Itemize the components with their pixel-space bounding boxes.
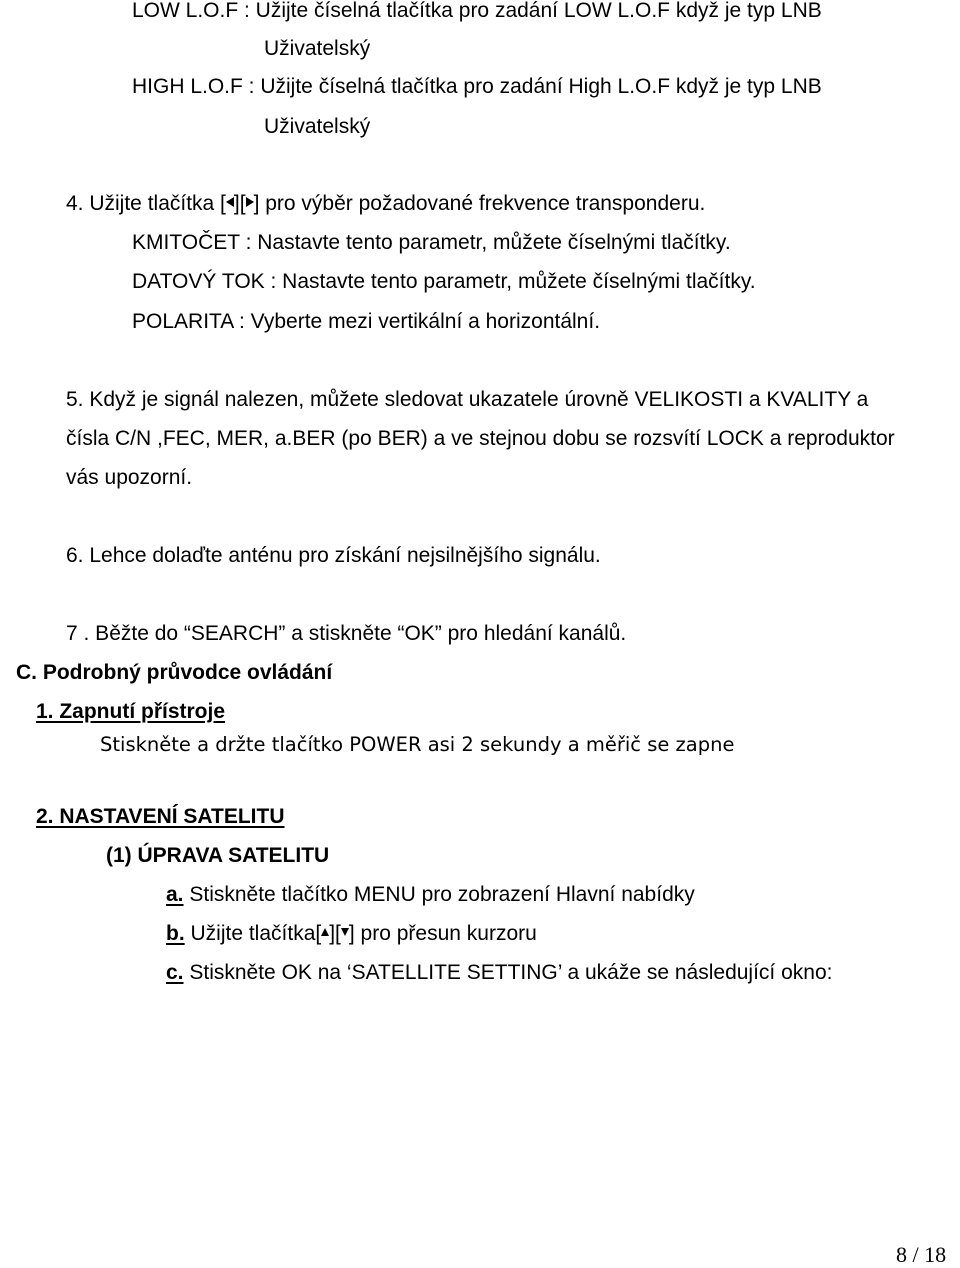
lnb-high-cont: Uživatelský — [264, 115, 371, 138]
item1-text: Stiskněte a držte tlačítko POWER asi 2 sekundy a měřič se zapne — [100, 733, 735, 756]
item2-b-label: b. — [166, 922, 185, 945]
step5-line1: 5. Když je signál nalezen, můžete sledovat ukazatele úrovně VELIKOSTI a KVALITY a — [66, 388, 869, 411]
item2-a-label: a. — [166, 883, 184, 906]
right-arrow-icon — [246, 197, 254, 207]
item2-a-text: Stiskněte tlačítko MENU pro zobrazení Hlavní nabídky — [183, 883, 695, 906]
item2-c-line — [166, 960, 832, 986]
item2-c-label: c. — [166, 961, 184, 984]
step6-line: 6. Lehce dolaďte anténu pro získání nejsilnějšího signálu. — [66, 544, 601, 567]
lnb-high-line: HIGH L.O.F : Užijte číselná tlačítka pro zadání High L.O.F když je typ LNB — [132, 75, 822, 98]
datovy-tok-line: DATOVÝ TOK : Nastavte tento parametr, můžete číselnými tlačítky. — [132, 270, 756, 293]
down-arrow-icon — [341, 928, 349, 936]
step4-text-a: 4. Užijte tlačítka [ — [66, 192, 226, 215]
left-arrow-icon — [226, 197, 234, 207]
lnb-low-line: LOW L.O.F : Užijte číselná tlačítka pro zadání LOW L.O.F když je typ LNB — [132, 0, 822, 22]
step4-line — [66, 191, 705, 217]
page-number: 8 / 18 — [896, 1242, 947, 1267]
section-c-heading: C. Podrobný průvodce ovládání — [16, 661, 333, 684]
lnb-low-cont: Uživatelský — [264, 37, 371, 60]
item1-heading: 1. Zapnutí přístroje — [36, 700, 226, 723]
step5-line3: vás upozorní. — [66, 466, 193, 489]
up-arrow-icon — [321, 928, 329, 936]
item2-b-text-3: ] pro přesun kurzoru — [348, 922, 537, 945]
kmitocet-line: KMITOČET : Nastavte tento parametr, můžete číselnými tlačítky. — [132, 231, 731, 254]
step7-line: 7 . Běžte do “SEARCH” a stiskněte “OK” pro hledání kanálů. — [66, 622, 627, 645]
polarita-line: POLARITA : Vyberte mezi vertikální a horizontální. — [132, 310, 601, 333]
item2-c-text: Stiskněte OK na ‘SATELLITE SETTING’ a ukáže se následující okno: — [183, 961, 833, 984]
item2-heading: 2. NASTAVENÍ SATELITU — [36, 805, 285, 828]
step4-text-b: ][ — [233, 192, 246, 215]
item2-b-text-1: Užijte tlačítka[ — [184, 922, 322, 945]
item2-a-line — [166, 882, 695, 908]
item2-subheading: (1) ÚPRAVA SATELITU — [106, 844, 330, 867]
item2-b-line — [166, 921, 537, 947]
step5-line2: čísla C/N ,FEC, MER, a.BER (po BER) a ve stejnou dobu se rozsvítí LOCK a reproduktor — [66, 427, 895, 450]
step4-text-c: ] pro výběr požadované frekvence transponderu. — [253, 192, 706, 215]
item2-b-text-2: ][ — [329, 922, 341, 945]
